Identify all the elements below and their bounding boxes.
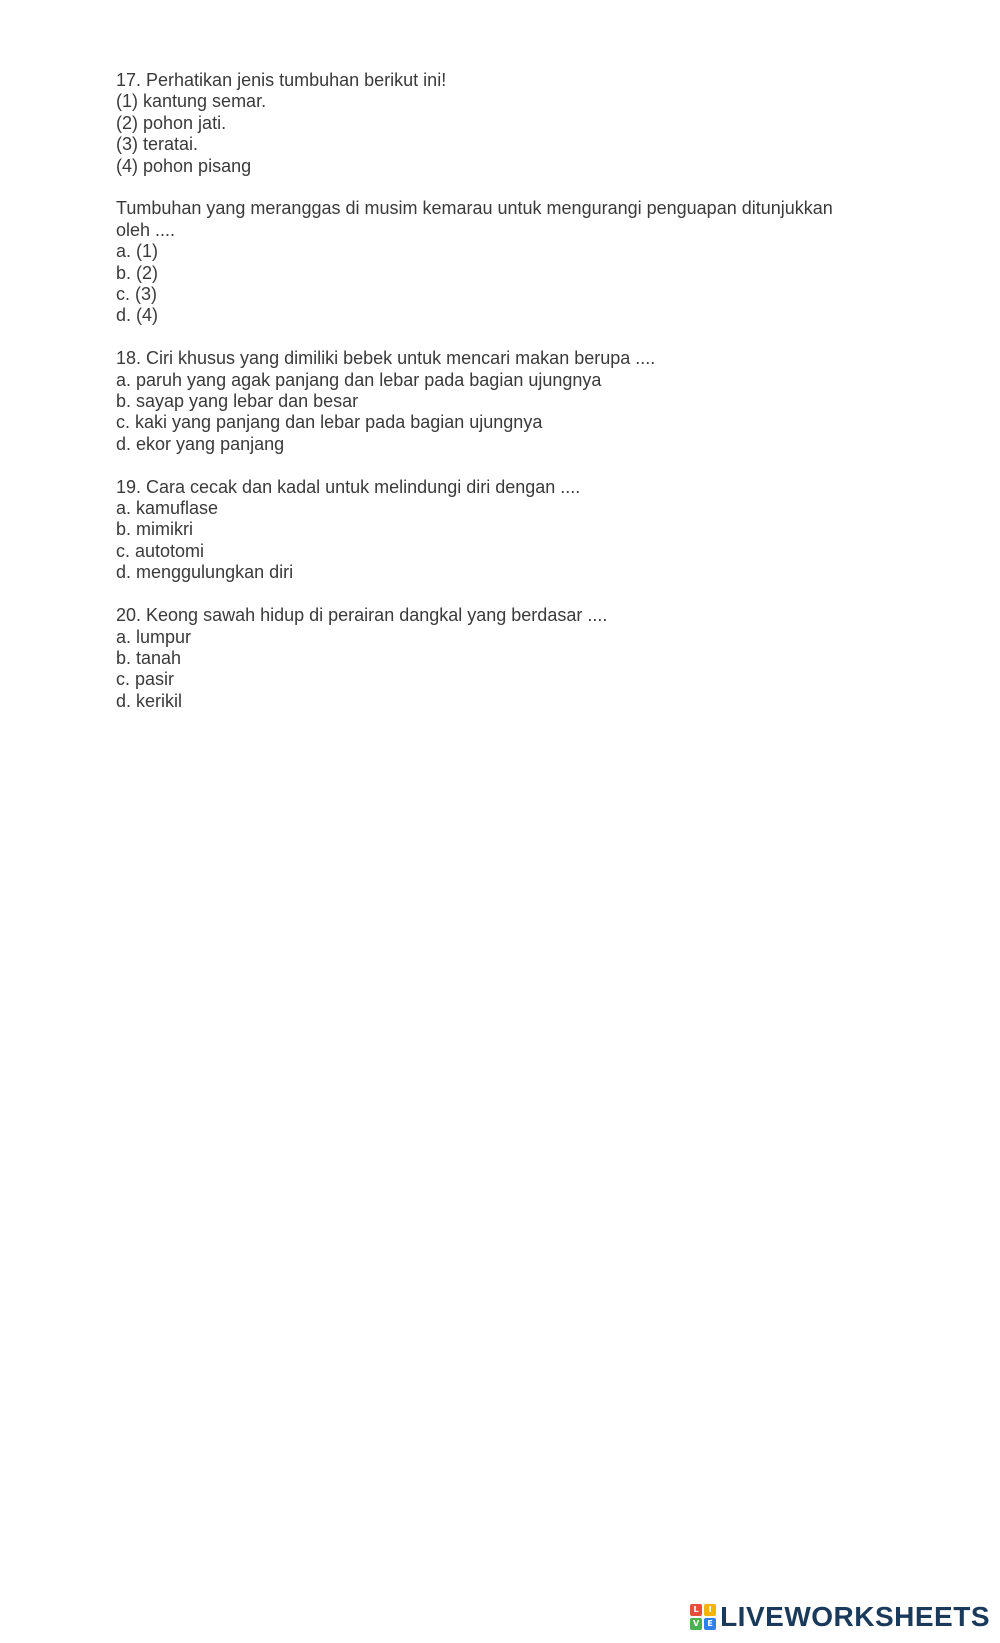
question-18 <box>116 348 876 455</box>
question-18-option-c[interactable]: c. kaki yang panjang dan lebar pada bagian ujungnya <box>116 412 543 433</box>
question-17-option-c[interactable]: c. (3) <box>116 284 158 305</box>
question-20-option-b[interactable]: b. tanah <box>116 647 182 668</box>
question-20-option-c[interactable]: c. pasir <box>116 669 175 690</box>
question-20-title: 20. Keong sawah hidup di perairan dangkal yang berdasar .... <box>116 605 608 626</box>
liveworksheets-logo-icon <box>690 1604 716 1630</box>
question-17-option-d[interactable]: d. (4) <box>116 305 159 326</box>
question-18-option-b[interactable]: b. sayap yang lebar dan besar <box>116 391 359 412</box>
question-18-option-a[interactable]: a. paruh yang agak panjang dan lebar pada bagian ujungnya <box>116 369 602 390</box>
question-19-option-b[interactable]: b. mimikri <box>116 519 193 540</box>
question-17-title: 17. Perhatikan jenis tumbuhan berikut ini! <box>116 70 447 90</box>
question-17-option-a[interactable]: a. (1) <box>116 241 159 262</box>
question-17-item-2: (2) pohon jati. <box>116 112 227 133</box>
worksheet-content <box>116 70 876 734</box>
question-17-item-1: (1) kantung semar. <box>116 91 267 112</box>
question-18-option-d[interactable]: d. ekor yang panjang <box>116 433 285 454</box>
question-17-stem-line-2: oleh .... <box>116 219 176 240</box>
question-17 <box>116 70 876 327</box>
logo-letter-i: I <box>704 1604 716 1616</box>
logo-letter-v: V <box>690 1618 702 1630</box>
liveworksheets-logo <box>690 1599 990 1635</box>
question-17-item-4: (4) pohon pisang <box>116 155 252 176</box>
question-20-option-a[interactable]: a. lumpur <box>116 626 192 647</box>
question-19-option-d[interactable]: d. menggulungkan diri <box>116 562 294 583</box>
question-19-option-c[interactable]: c. autotomi <box>116 540 205 561</box>
question-20-option-d[interactable]: d. kerikil <box>116 690 183 711</box>
logo-letter-l: L <box>690 1604 702 1616</box>
question-17-stem-line-1: Tumbuhan yang meranggas di musim kemarau untuk mengurangi penguapan ditunjukkan <box>116 198 833 219</box>
question-17-option-b[interactable]: b. (2) <box>116 262 159 283</box>
spacer <box>116 177 876 198</box>
question-17-item-3: (3) teratai. <box>116 134 199 155</box>
logo-text: LIVEWORKSHEETS <box>720 1601 990 1632</box>
question-19-title: 19. Cara cecak dan kadal untuk melindungi diri dengan .... <box>116 476 581 497</box>
logo-letter-e: E <box>704 1618 716 1630</box>
question-19 <box>116 477 876 584</box>
question-20 <box>116 605 876 712</box>
question-18-title: 18. Ciri khusus yang dimiliki bebek untuk mencari makan berupa .... <box>116 348 656 369</box>
question-19-option-a[interactable]: a. kamuflase <box>116 498 219 519</box>
